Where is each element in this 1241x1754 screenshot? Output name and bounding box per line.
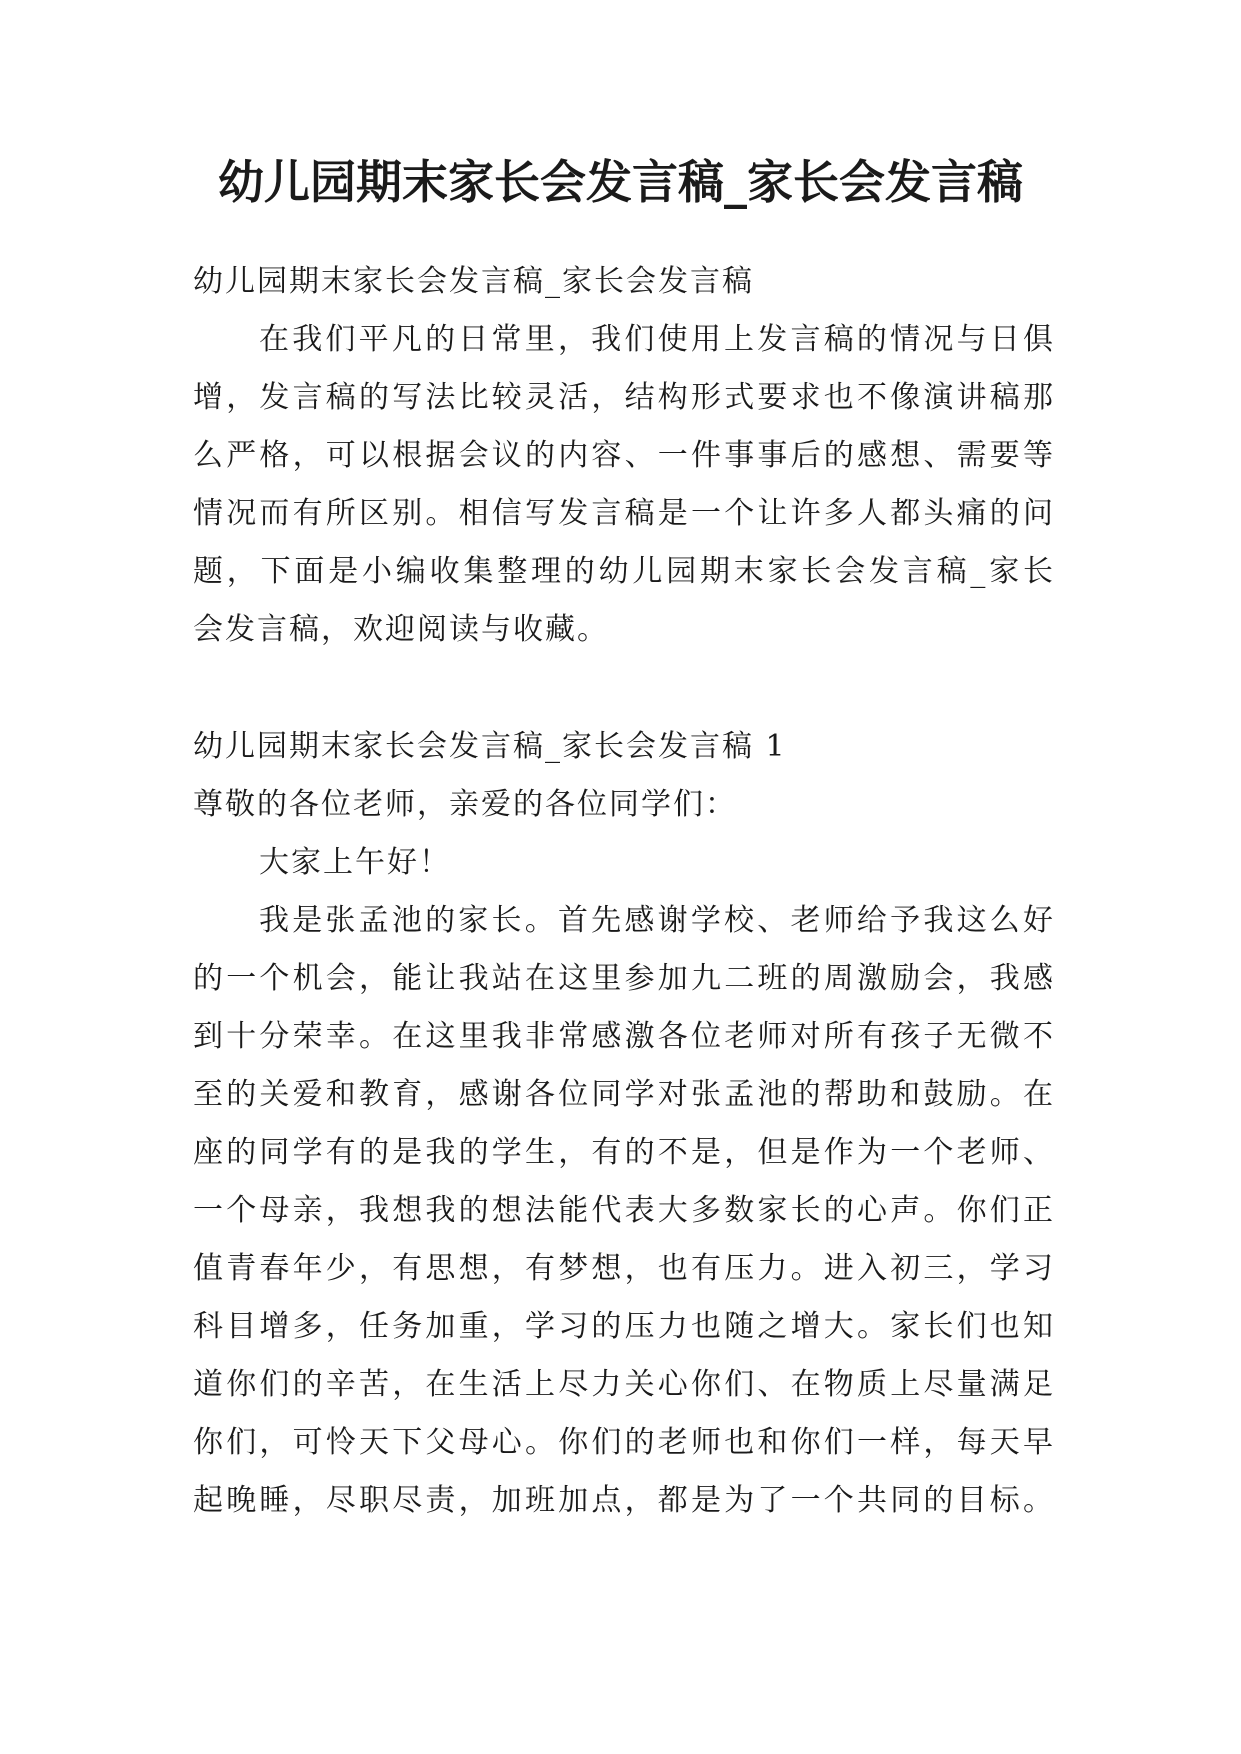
speech-line: 到十分荣幸。在这里我非常感激各位老师对所有孩子无微不	[193, 1019, 1055, 1054]
speech-line: 座的同学有的是我的学生，有的不是，但是作为一个老师、	[193, 1135, 1055, 1170]
salutation: 尊敬的各位老师，亲爱的各位同学们：	[193, 787, 737, 822]
speech-line: 你们，可怜天下父母心。你们的老师也和你们一样，每天早	[193, 1425, 1055, 1460]
greeting: 大家上午好！	[259, 845, 451, 880]
speech-line: 道你们的辛苦，在生活上尽力关心你们、在物质上尽量满足	[193, 1367, 1055, 1402]
speech-line: 的一个机会，能让我站在这里参加九二班的周激励会，我感	[193, 961, 1055, 996]
intro-line: 会发言稿，欢迎阅读与收藏。	[193, 612, 609, 647]
speech-line: 一个母亲，我想我的想法能代表大多数家长的心声。你们正	[193, 1193, 1055, 1228]
speech-line: 值青春年少，有思想，有梦想，也有压力。进入初三，学习	[193, 1251, 1055, 1286]
document-title: 幼儿园期末家长会发言稿_家长会发言稿	[218, 155, 1023, 209]
speech-line: 科目增多，任务加重，学习的压力也随之增大。家长们也知	[193, 1309, 1055, 1344]
speech-line: 至的关爱和教育，感谢各位同学对张孟池的帮助和鼓励。在	[193, 1077, 1055, 1112]
intro-line: 在我们平凡的日常里，我们使用上发言稿的情况与日俱	[259, 322, 1055, 357]
section1-heading: 幼儿园期末家长会发言稿_家长会发言稿 1	[193, 729, 787, 764]
intro-heading: 幼儿园期末家长会发言稿_家长会发言稿	[193, 264, 754, 299]
section1-block	[193, 718, 1055, 1530]
intro-line: 增，发言稿的写法比较灵活，结构形式要求也不像演讲稿那	[193, 380, 1055, 415]
intro-line: 情况而有所区别。相信写发言稿是一个让许多人都头痛的问	[193, 496, 1055, 531]
intro-block	[193, 253, 1055, 659]
intro-line: 题，下面是小编收集整理的幼儿园期末家长会发言稿_家长	[193, 554, 1055, 589]
speech-line: 起晚睡，尽职尽责，加班加点，都是为了一个共同的目标。	[193, 1483, 1055, 1518]
intro-line: 么严格，可以根据会议的内容、一件事事后的感想、需要等	[193, 438, 1055, 473]
speech-line: 我是张孟池的家长。首先感谢学校、老师给予我这么好	[259, 903, 1055, 938]
